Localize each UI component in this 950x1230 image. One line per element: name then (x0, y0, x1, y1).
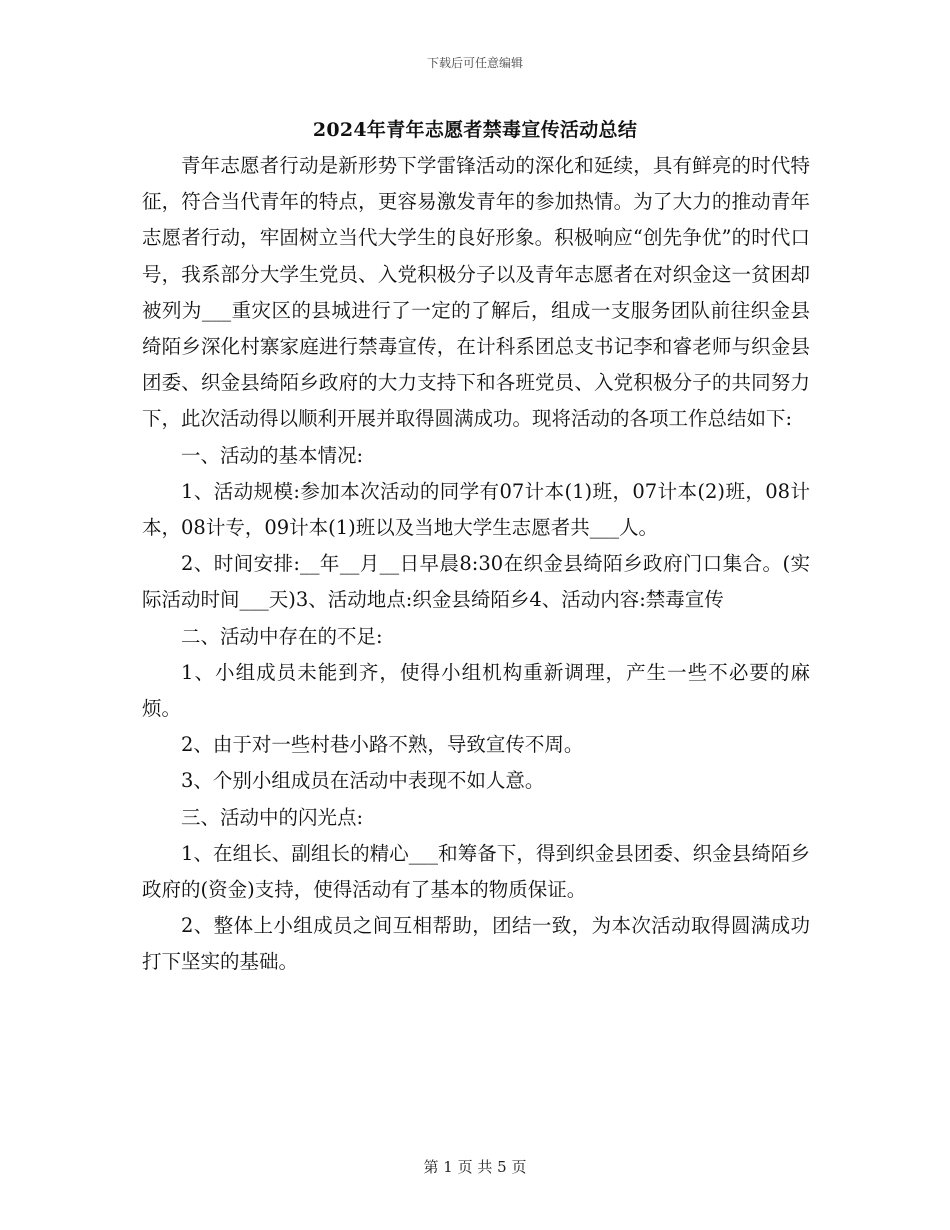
paragraph-highlight-2: 2、整体上小组成员之间互相帮助，团结一致，为本次活动取得圆满成功打下坚实的基础。 (142, 914, 810, 974)
paragraph-shortcoming-1: 1、小组成员未能到齐，使得小组机构重新调理，产生一些不必要的麻烦。 (142, 660, 810, 721)
document-body (142, 148, 810, 981)
paragraph-schedule: 2、时间安排:__年__月__日早晨8:30在织金县绮陌乡政府门口集合。(实际活动时间___天)3、活动地点:织金县绮陌乡4、活动内容:禁毒宣传 (142, 552, 810, 612)
page-number: 第 1 页 共 5 页 (423, 1158, 527, 1176)
paragraph-highlight-1: 1、在组长、副组长的精心___和筹备下，得到织金县团委、织金县绮陌乡政府的(资金)支持，使得活动有了基本的物质保证。 (142, 841, 810, 902)
paragraph-intro: 青年志愿者行动是新形势下学雷锋活动的深化和延续，具有鲜亮的时代特征，符合当代青年的特点，更容易激发青年的参加热情。为了大力的推动青年志愿者行动，牢固树立当代大学生的良好形象。积极响应“创先争优”的时代口号，我系部分大学生党员、入党积极分子以及青年志愿者在对织金这一贫困却被列为___重灾区的县城进行了一定的了解后，组成一支服务团队前往织金县绮陌乡深化村寨家庭进行禁毒宣传，在计科系团总支书记李和睿老师与织金县团委、织金县绮陌乡政府的大力支持下和各班党员、入党积极分子的共同努力下，此次活动得以顺利开展并取得圆满成功。现将活动的各项工作总结如下: (142, 154, 810, 431)
paragraph-shortcoming-2: 2、由于对一些村巷小路不熟，导致宣传不周。 (181, 733, 584, 757)
document-title: 2024年青年志愿者禁毒宣传活动总结 (312, 119, 638, 141)
paragraph-scale: 1、活动规模:参加本次活动的同学有07计本(1)班，07计本(2)班，08计本，08计专，09计本(1)班以及当地大学生志愿者共___人。 (142, 479, 810, 540)
section-heading-highlights: 三、活动中的闪光点: (181, 805, 364, 829)
page-header-note: 下载后可任意编辑 (426, 56, 523, 70)
section-heading-basic-info: 一、活动的基本情况: (181, 443, 364, 467)
paragraph-shortcoming-3: 3、个别小组成员在活动中表现不如人意。 (181, 769, 545, 793)
section-heading-shortcomings: 二、活动中存在的不足: (181, 624, 383, 648)
